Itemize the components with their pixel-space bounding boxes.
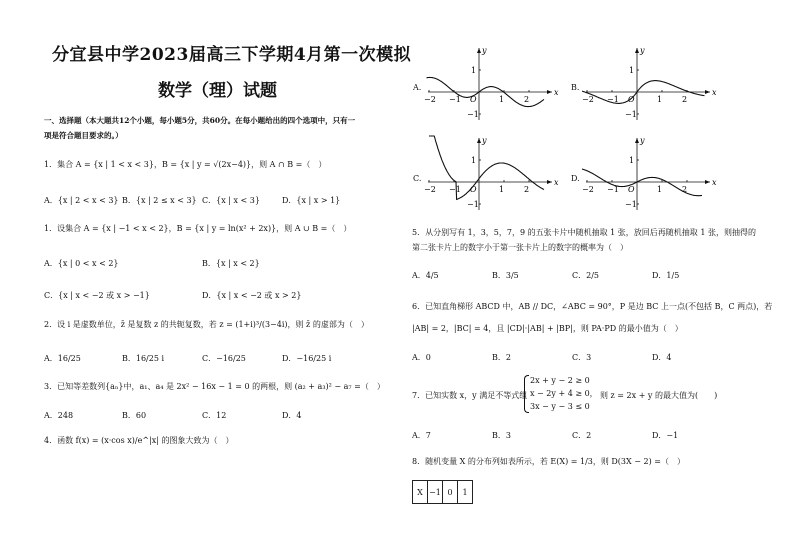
q1b-option-d: D．{x | x < −2 或 x > 2} — [202, 291, 302, 300]
q1-stem: 1．集合 A = {x | 1 < x < 3}，B = {x | y = √(2x−4)}，则 A ∩ B =（ ） — [44, 160, 327, 169]
graph-c — [424, 134, 559, 214]
q7-ineq-1: 2x + y − 2 ≥ 0 — [530, 376, 590, 385]
title-line-2: 数学（理）试题 — [158, 81, 277, 101]
q7-option-a: A．7 — [412, 431, 431, 440]
q3-option-d: D．4 — [282, 411, 302, 420]
title-line-1: 分宜县中学2023届高三下学期4月第一次模拟 — [52, 45, 412, 65]
q2-option-a: A．16/25 — [44, 354, 81, 363]
q4-stem: 4．函数 f(x) = (x·cos x)/e^|x| 的图象大致为（ ） — [44, 436, 234, 445]
x-tick-label: 2 — [524, 185, 530, 194]
x-tick-label: 2 — [682, 185, 688, 194]
x-axis-label: x — [712, 178, 717, 187]
y-tick-label: 1 — [471, 156, 477, 165]
y-tick-label: −1 — [625, 200, 637, 209]
q7-ineq-3: 3x − y − 3 ≤ 0 — [530, 402, 590, 411]
y-tick-label: 1 — [629, 156, 635, 165]
q3-option-a: A．248 — [44, 411, 74, 420]
x-tick-label: 1 — [657, 185, 663, 194]
q7-option-d: D．−1 — [652, 431, 679, 440]
q5-option-c: C．2/5 — [572, 271, 599, 280]
q2-stem: 2．设 i 是虚数单位，z̄ 是复数 z 的共轭复数，若 z = (1+i)³/(3−4i)，则 z̄ 的虚部为（ ） — [44, 320, 369, 329]
q5-stem: 5．从分别写有 1，3，5，7，9 的五张卡片中随机抽取 1 张，放回后再随机抽取 1 张，则抽得的 — [412, 228, 756, 237]
q5-option-a: A．4/5 — [412, 271, 439, 280]
x-axis-arrow — [705, 180, 710, 184]
graph-d-label: D. — [571, 174, 580, 183]
x-tick-label: 1 — [499, 185, 505, 194]
q6-stem: 6．已知直角梯形 ABCD 中，AB // DC，∠ABC = 90°，P 是边 BC 上一点(不包括 B，C 两点)，若 — [412, 302, 773, 311]
q7-ineq-2: x − 2y + 4 ≥ 0， — [530, 389, 598, 398]
x-tick-label: −1 — [607, 95, 619, 104]
y-tick-label: 1 — [629, 66, 635, 75]
x-tick-label: −1 — [449, 95, 461, 104]
y-axis-arrow — [635, 138, 639, 143]
q8-stem: 8．随机变量 X 的分布列如表所示，若 E(X) = 1/3，则 D(3X − 2) =（ ） — [412, 457, 685, 466]
q3-stem: 3．已知等差数列{aₙ}中，a₁、a₄ 是 2x² − 16x − 1 = 0 的两根，则 (a₂ + a₃)² − a₇ =（ ） — [44, 382, 385, 391]
q8-table-cell: −1 — [428, 481, 443, 504]
y-axis-arrow — [477, 138, 481, 143]
origin-label: O — [628, 95, 635, 104]
y-axis-label: y — [640, 46, 645, 55]
y-axis-label: y — [482, 46, 487, 55]
q7-stem-post: 则 z = 2x + y 的最大值为( ) — [600, 391, 718, 400]
x-axis-arrow — [547, 180, 552, 184]
q7-option-c: C．2 — [572, 431, 592, 440]
q8-table-cell: 0 — [443, 481, 458, 504]
q6-option-a: A．0 — [412, 353, 431, 362]
x-tick-label: −2 — [424, 185, 436, 194]
x-tick-label: 2 — [524, 95, 530, 104]
x-axis-label: x — [554, 178, 559, 187]
q1-option-a: A．{x | 2 < x < 3} — [44, 196, 119, 205]
y-axis-arrow — [477, 48, 481, 53]
q2-option-d: D．−16/25 i — [282, 354, 332, 363]
q7-stem-pre: 7．已知实数 x，y 满足不等式组 — [412, 391, 528, 400]
q6-option-c: C．3 — [572, 353, 592, 362]
y-tick-label: −1 — [625, 110, 637, 119]
graph-b — [582, 44, 717, 124]
q7-option-b: B．3 — [492, 431, 511, 440]
q1-option-b: B．{x | 2 ≤ x < 3} — [122, 196, 197, 205]
origin-label: O — [470, 95, 477, 104]
x-axis-arrow — [705, 90, 710, 94]
x-tick-label: −1 — [607, 185, 619, 194]
graph-a — [424, 44, 559, 124]
y-tick-label: −1 — [467, 200, 479, 209]
x-tick-label: −2 — [424, 95, 436, 104]
x-tick-label: −2 — [582, 95, 594, 104]
q5-option-d: D．1/5 — [652, 271, 680, 280]
q8-distribution-table — [412, 480, 473, 504]
q6-option-b: B．2 — [492, 353, 511, 362]
x-tick-label: 1 — [499, 95, 505, 104]
q8-table-cell: 1 — [458, 481, 473, 504]
x-tick-label: 1 — [657, 95, 663, 104]
q1b-option-b: B．{x | x < 2} — [202, 259, 260, 268]
x-tick-label: −1 — [449, 185, 461, 194]
q7-brace — [524, 375, 529, 413]
q5-stem-2: 第二张卡片上的数字小于第一张卡片上的数字的概率为（ ） — [412, 243, 628, 252]
section-heading: 一、选择题（本大题共12个小题，每小题5分，共60分。在每小题给出的四个选项中，只有一 — [44, 116, 356, 125]
q1b-stem: 1．设集合 A = {x | −1 < x < 2}，B = {x | y = ln(x² + 2x)}，则 A ∪ B =（ ） — [44, 224, 352, 233]
x-tick-label: −2 — [582, 185, 594, 194]
x-axis-label: x — [554, 88, 559, 97]
q3-option-b: B．60 — [122, 411, 147, 420]
q1b-option-a: A．{x | 0 < x < 2} — [44, 259, 119, 268]
q2-option-c: C．−16/25 — [202, 354, 246, 363]
q6-stem-2: |AB| = 2，|BC| = 4，且 |CD|·|AB| + |BP|，则 PA·PD 的最小值为（ ） — [412, 324, 683, 333]
origin-label: O — [628, 185, 635, 194]
q2-option-b: B．16/25 i — [122, 354, 165, 363]
y-axis-label: y — [640, 136, 645, 145]
x-tick-label: 2 — [682, 95, 688, 104]
graph-b-label: B. — [571, 83, 580, 92]
y-axis-arrow — [635, 48, 639, 53]
y-tick-label: 1 — [471, 66, 477, 75]
q5-option-b: B．3/5 — [492, 271, 519, 280]
q8-table-cell: X — [413, 481, 428, 504]
q6-option-d: D．4 — [652, 353, 672, 362]
x-axis-arrow — [547, 90, 552, 94]
origin-label: O — [470, 185, 477, 194]
q1-option-c: C．{x | x < 3} — [202, 196, 260, 205]
graph-c-label: C. — [413, 174, 422, 183]
section-heading-2: 项是符合题目要求的。） — [44, 131, 123, 140]
x-axis-label: x — [712, 88, 717, 97]
q3-option-c: C．12 — [202, 411, 227, 420]
graph-d — [582, 134, 717, 214]
y-axis-label: y — [482, 136, 487, 145]
y-tick-label: −1 — [467, 110, 479, 119]
q1-option-d: D．{x | x > 1} — [282, 196, 341, 205]
graph-a-label: A. — [413, 83, 422, 92]
q1b-option-c: C．{x | x < −2 或 x > −1} — [44, 291, 150, 300]
